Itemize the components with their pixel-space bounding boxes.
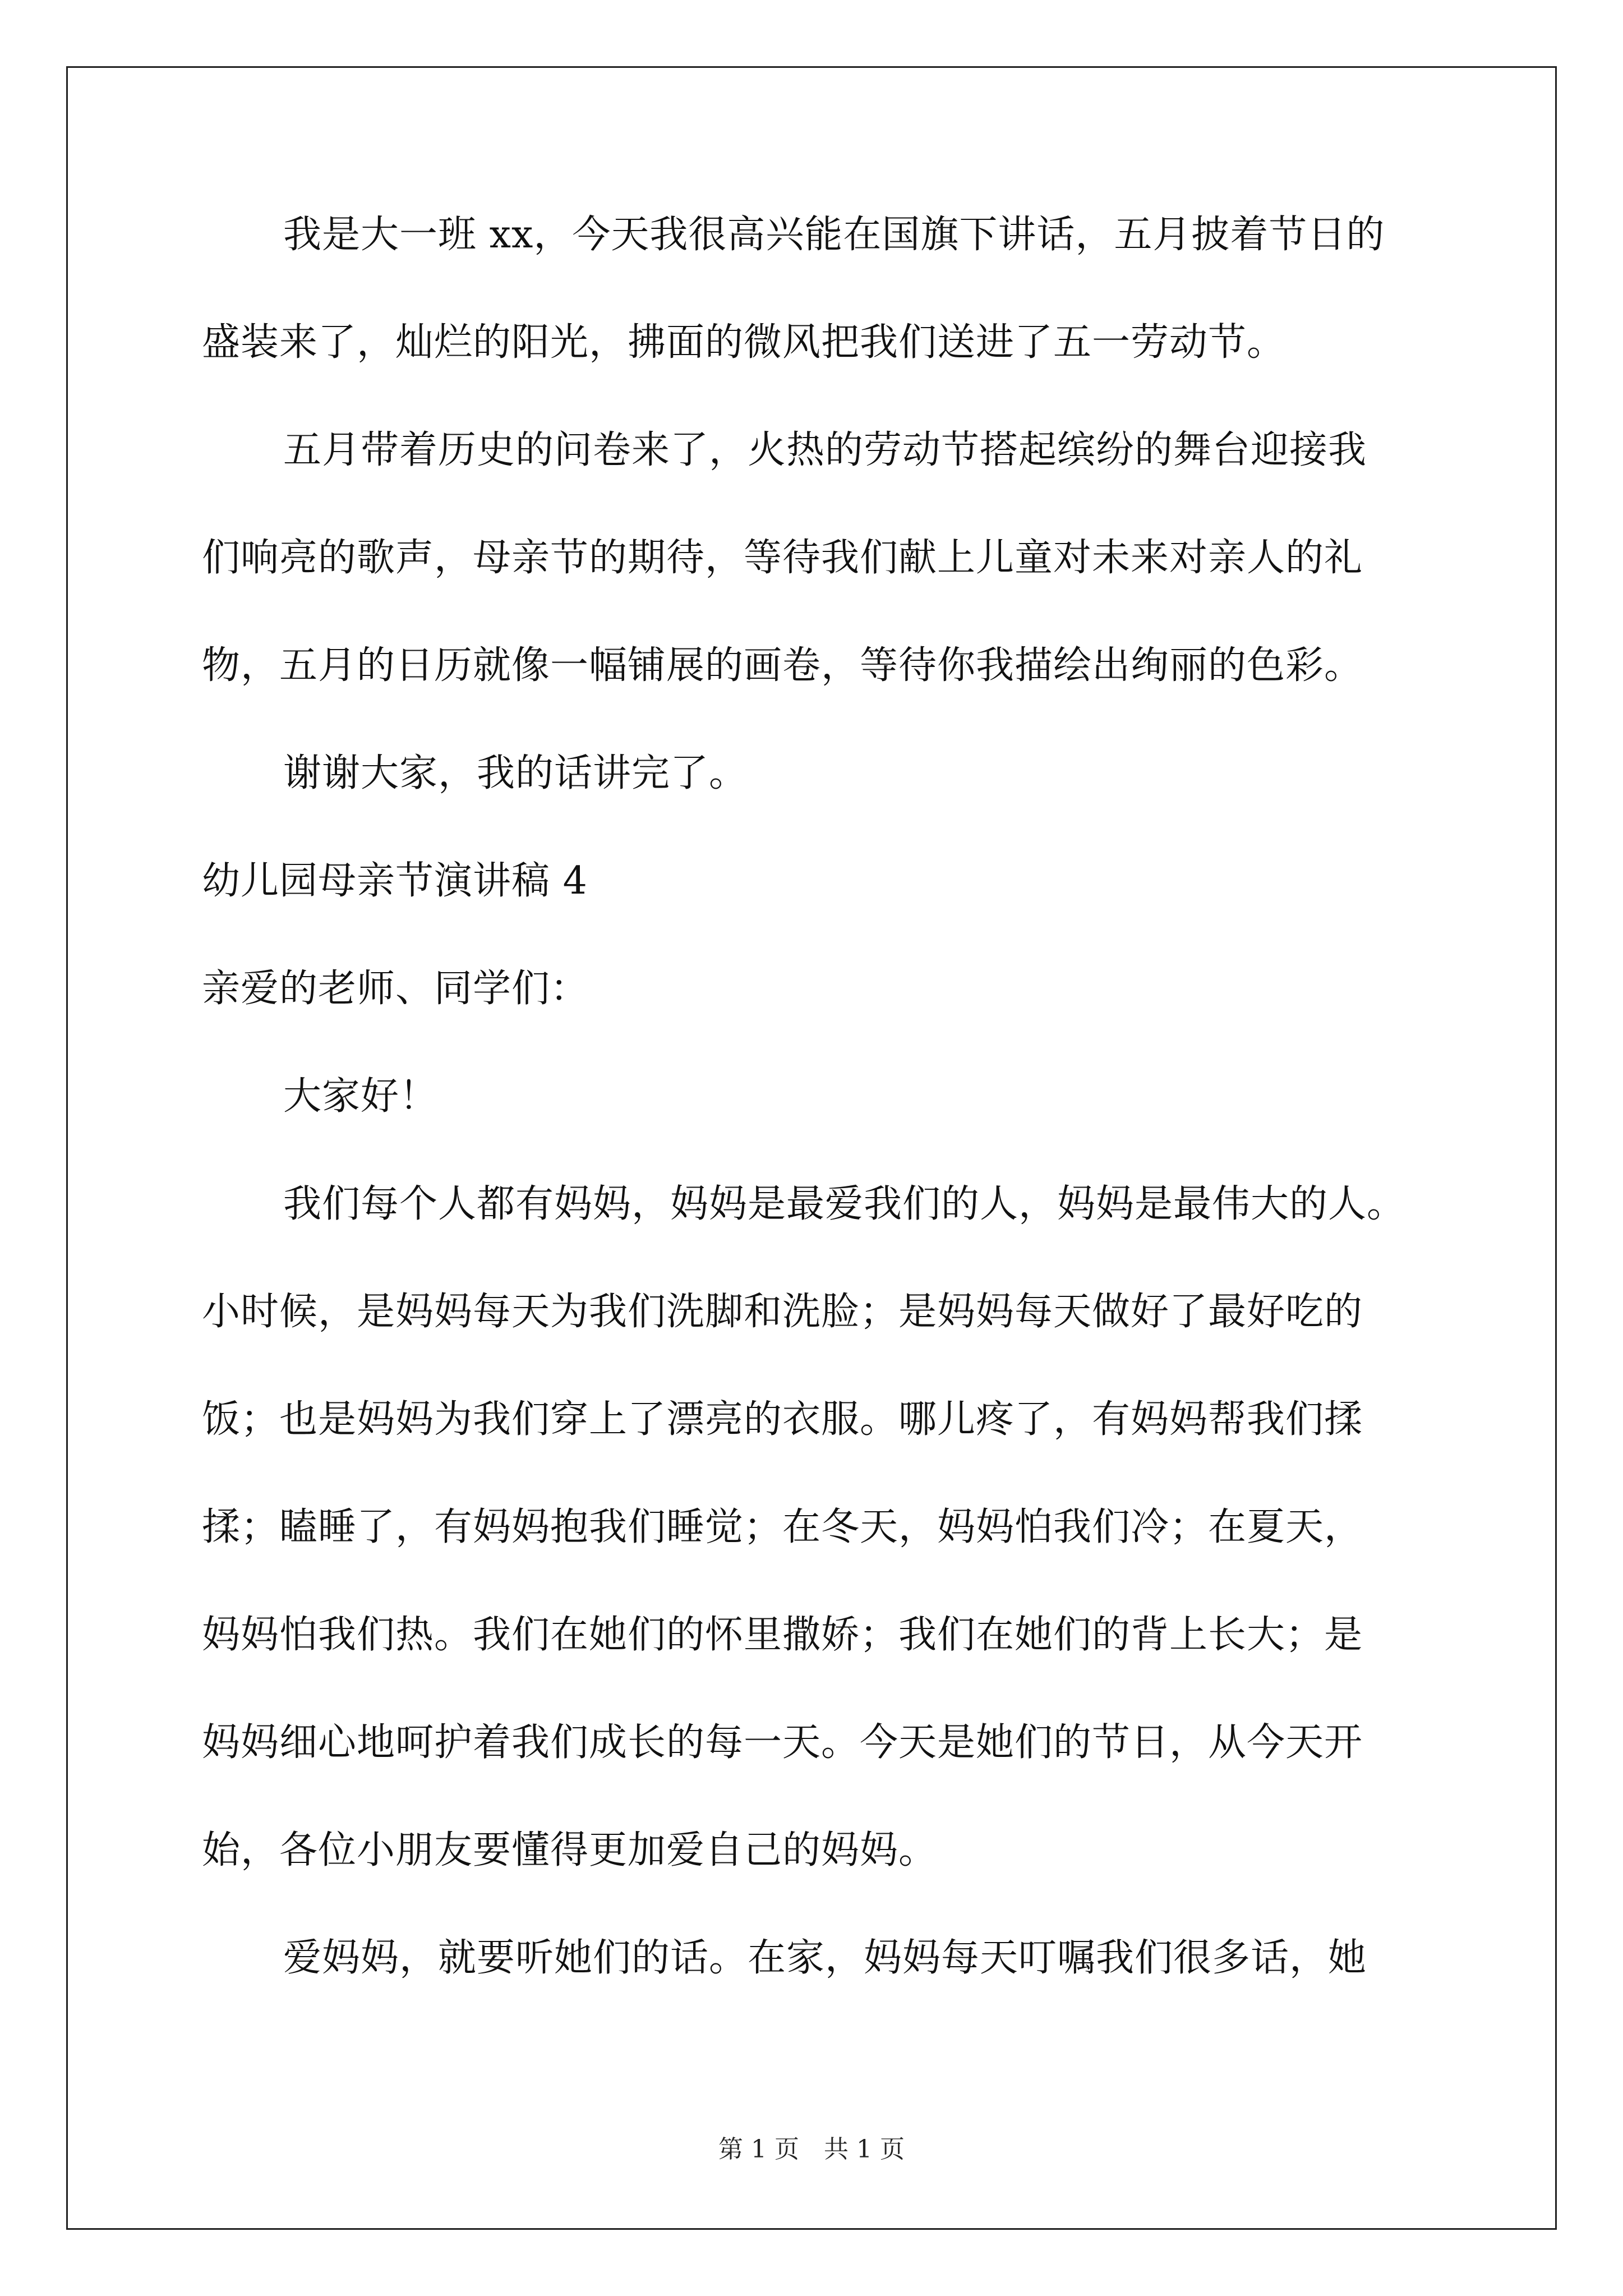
paragraph-line: 我们每个人都有妈妈，妈妈是最爱我们的人，妈妈是最伟大的人。 bbox=[283, 1182, 1406, 1226]
paragraph-line: 我是大一班 xx，今天我很高兴能在国旗下讲话，五月披着节日的 bbox=[283, 213, 1385, 257]
document-body bbox=[202, 213, 1427, 2047]
paragraph-line: 爱妈妈，就要听她们的话。在家，妈妈每天叮嘱我们很多话，她 bbox=[283, 1936, 1367, 1980]
paragraph-line: 小时候，是妈妈每天为我们洗脚和洗脸；是妈妈每天做好了最好吃的 bbox=[202, 1290, 1363, 1334]
paragraph-line: 妈妈怕我们热。我们在她们的怀里撒娇；我们在她们的背上长大；是 bbox=[202, 1613, 1363, 1657]
paragraph-line: 五月带着历史的问卷来了，火热的劳动节搭起缤纷的舞台迎接我 bbox=[283, 428, 1367, 472]
paragraph-line: 们响亮的歌声，母亲节的期待，等待我们献上儿童对未来对亲人的礼 bbox=[202, 536, 1363, 580]
paragraph-line: 盛装来了，灿烂的阳光，拂面的微风把我们送进了五一劳动节。 bbox=[202, 320, 1286, 365]
greeting: 大家好！ bbox=[283, 1074, 439, 1119]
section-title: 幼儿园母亲节演讲稿 4 bbox=[202, 859, 588, 903]
paragraph-line: 揉；瞌睡了，有妈妈抱我们睡觉；在冬天，妈妈怕我们冷；在夏天， bbox=[202, 1505, 1363, 1549]
paragraph-line: 饭；也是妈妈为我们穿上了漂亮的衣服。哪儿疼了，有妈妈帮我们揉 bbox=[202, 1397, 1363, 1442]
paragraph-line: 始，各位小朋友要懂得更加爱自己的妈妈。 bbox=[202, 1828, 938, 1872]
paragraph-line: 谢谢大家，我的话讲完了。 bbox=[283, 751, 748, 795]
salutation: 亲爱的老师、同学们： bbox=[202, 967, 589, 1011]
page-footer: 第 1 页 共 1 页 bbox=[718, 2135, 905, 2164]
paragraph-line: 物，五月的日历就像一幅铺展的画卷，等待你我描绘出绚丽的色彩。 bbox=[202, 643, 1363, 688]
paragraph-line: 妈妈细心地呵护着我们成长的每一天。今天是她们的节日，从今天开 bbox=[202, 1720, 1363, 1765]
